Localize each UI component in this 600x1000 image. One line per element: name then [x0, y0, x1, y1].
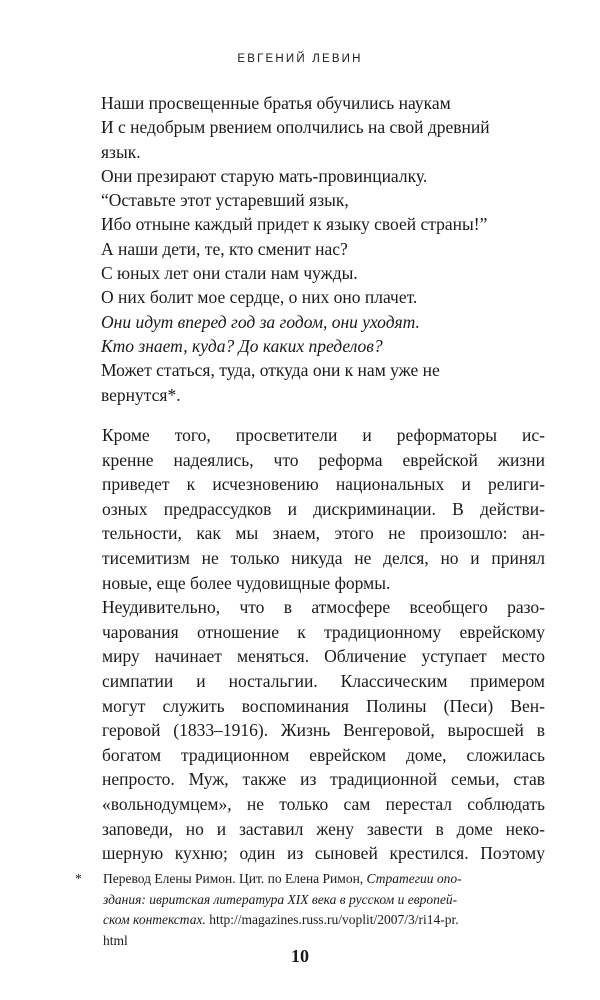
poem-line: И с недобрым рвением ополчились на свой древний — [101, 117, 490, 138]
running-head: ЕВГЕНИЙ ЛЕВИН — [237, 53, 363, 65]
text-line: чарования отношение к традиционному еврейскому — [102, 621, 545, 642]
poem-line: Они презирают старую мать-провинциалку. — [101, 165, 428, 186]
poem-line: О них болит мое сердце, о них оно плачет. — [101, 287, 418, 308]
text-line: кренне надеялись, что реформа еврейской жизни — [102, 449, 545, 470]
footnote-plain: Перевод Елены Римон. Цит. по Елена Римон, — [103, 871, 367, 886]
footnote-link-text: http://magazines.russ.ru/voplit/2007/3/ri14-pr. — [205, 912, 459, 927]
text-line: Неудивительно, что в атмосфере всеобщего разо- — [102, 597, 545, 618]
page-number: 10 — [291, 946, 309, 966]
text-line: могут служить воспоминания Полины (Песи) Вен- — [102, 695, 545, 716]
poem-line-italic: Кто знает, куда? До каких пределов? — [101, 335, 383, 356]
text-line: новые, еще более чудовищные формы. — [102, 572, 391, 593]
text-line: тельности, как мы знаем, этого не произошло: ан- — [102, 523, 545, 544]
poem-line: вернутся*. — [101, 384, 181, 405]
text-line: «вольнодумцем», не только сам перестал соблюдать — [102, 793, 545, 814]
text-line: заповеди, но и заставил жену завести в доме неко- — [102, 818, 545, 839]
footnote-marker: * — [75, 871, 82, 886]
text-line: тисемитизм не только никуда не делся, но и принял — [102, 547, 545, 568]
footnote-italic: Стратегии опо- — [366, 871, 462, 886]
footnote-line: здания: ивритская литература XIX века в русском и европей- — [103, 891, 458, 907]
text-line: шерную кухню; один из сыновей крестился. Поэтому — [102, 843, 545, 864]
text-line: богатом традиционном еврейском доме, сложилась — [102, 744, 545, 765]
footnote-line — [103, 869, 550, 890]
poem-block — [101, 91, 561, 407]
text-line: геровой (1833–1916). Жизнь Венгеровой, выросшей в — [102, 720, 545, 741]
text-line: Кроме того, просветители и реформаторы ис- — [102, 425, 545, 445]
footnote-text — [103, 869, 550, 951]
text-line: озных предрассудков и дискриминации. В действи- — [102, 498, 545, 519]
paragraph — [102, 423, 545, 595]
poem-line: С юных лет они стали нам чужды. — [101, 263, 358, 284]
footnote-line — [103, 910, 550, 931]
footnote — [75, 869, 550, 951]
poem-line: Ибо отныне каждый придет к языку своей страны!” — [101, 214, 488, 235]
footnote-line: html — [103, 932, 128, 948]
poem-line: Наши просвещенные братья обучились наукам — [101, 93, 451, 113]
text-line: непросто. Муж, также из традиционной семьи, став — [102, 769, 545, 790]
poem-line: язык. — [101, 141, 141, 162]
poem-line: А наши дети, те, кто сменит нас? — [101, 238, 348, 259]
text-line: симпатии и ностальгии. Классическим примером — [102, 670, 545, 691]
poem-line: “Оставьте этот устаревший язык, — [101, 190, 349, 211]
body-text — [102, 423, 545, 866]
text-line: приведет к исчезновению национальных и религи- — [102, 474, 545, 495]
paragraph — [102, 595, 545, 866]
text-line: миру начинает меняться. Обличение уступает место — [102, 646, 545, 667]
poem-line: Может статься, туда, откуда они к нам уже не — [101, 360, 440, 381]
poem-line-italic: Они идут вперед год за годом, они уходят. — [101, 311, 420, 332]
footnote-italic: ском контекстах. — [103, 912, 206, 927]
